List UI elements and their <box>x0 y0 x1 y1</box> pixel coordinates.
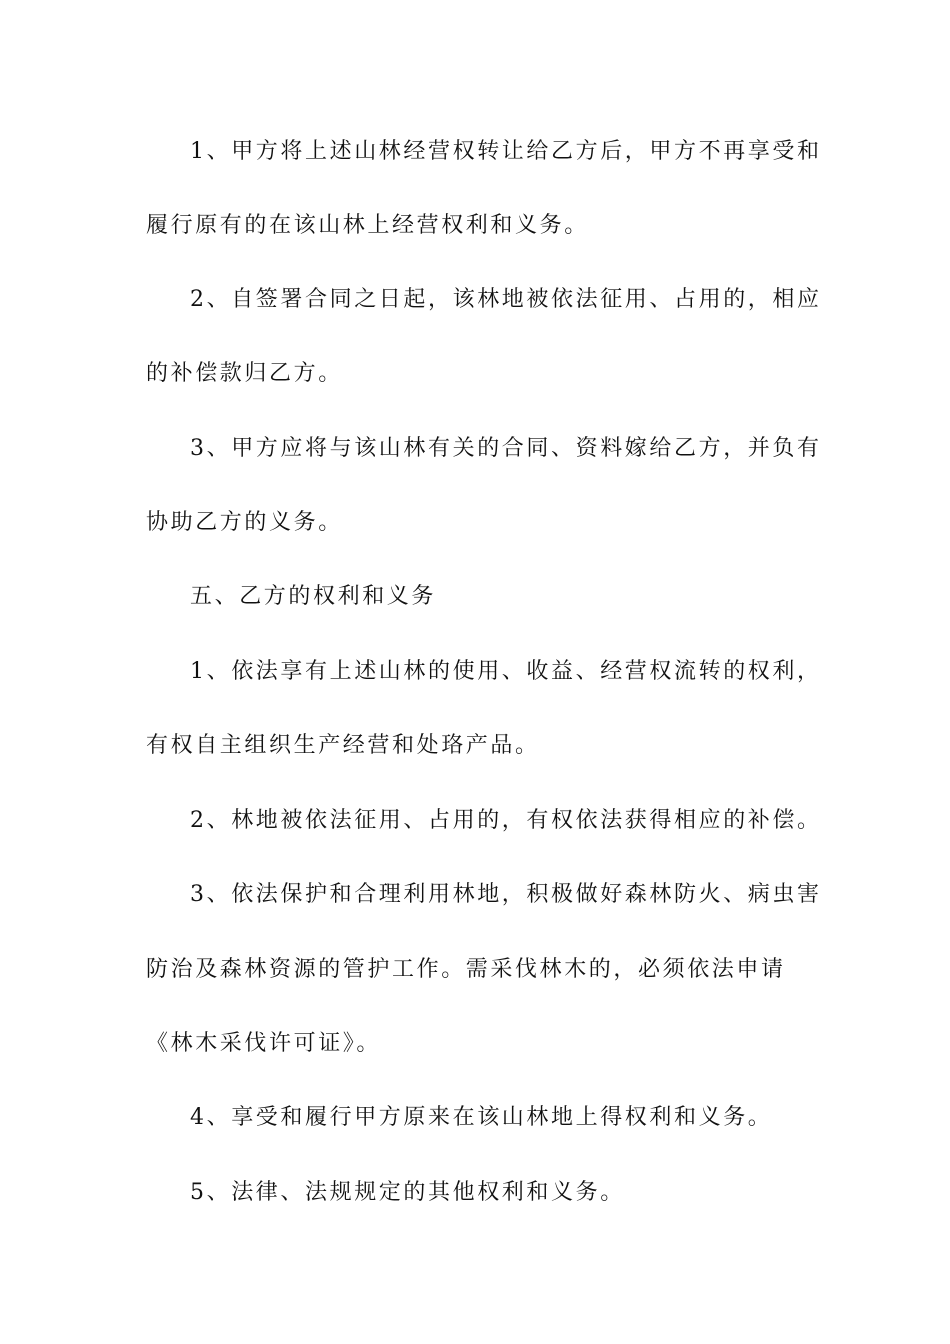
paragraph-line: 3、甲方应将与该山林有关的合同、资料嫁给乙方，并负有 <box>190 436 822 461</box>
paragraph-line: 5、法律、法规规定的其他权利和义务。 <box>190 1180 625 1205</box>
paragraph-line: 3、依法保护和合理利用林地，积极做好森林防火、病虫害 <box>190 882 822 907</box>
paragraph-line: 4、享受和履行甲方原来在该山林地上得权利和义务。 <box>190 1105 773 1130</box>
paragraph-line: 有权自主组织生产经营和处珞产品。 <box>146 733 540 758</box>
paragraph-line: 2、林地被依法征用、占用的，有权依法获得相应的补偿。 <box>190 808 822 833</box>
paragraph-line: 协助乙方的义务。 <box>146 510 343 535</box>
paragraph-line: 1、甲方将上述山林经营权转让给乙方后，甲方不再享受和 <box>190 139 822 164</box>
paragraph-line: 防治及森林资源的管护工作。需采伐林木的，必须依法申请 <box>146 957 786 982</box>
section-heading: 五、乙方的权利和义务 <box>190 584 437 609</box>
paragraph-line: 1、依法享有上述山林的使用、收益、经营权流转的权利， <box>190 659 822 684</box>
paragraph-line: 《林木采伐许可证》。 <box>146 1031 382 1056</box>
paragraph-line: 的补偿款归乙方。 <box>146 361 343 386</box>
paragraph-line: 履行原有的在该山林上经营权利和义务。 <box>146 213 589 238</box>
paragraph-line: 2、自签署合同之日起，该林地被依法征用、占用的，相应 <box>190 287 822 312</box>
